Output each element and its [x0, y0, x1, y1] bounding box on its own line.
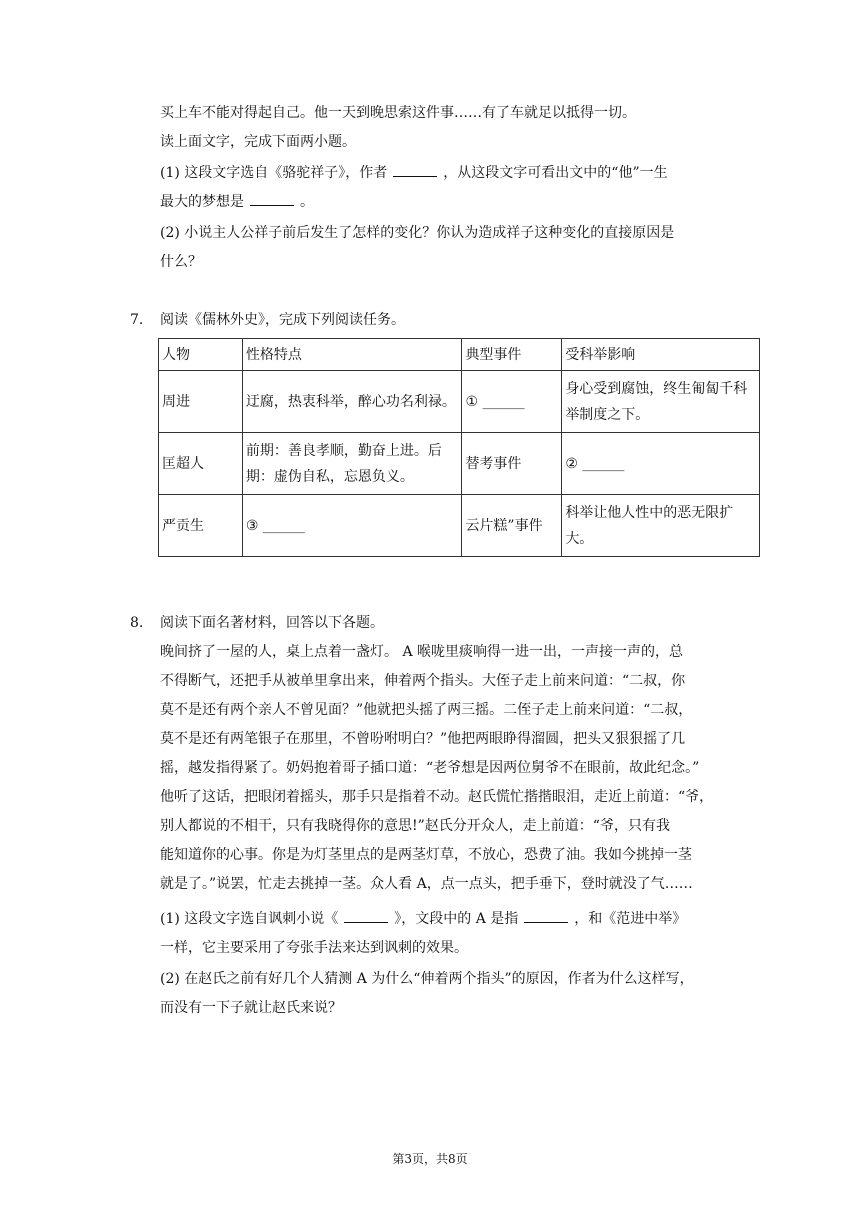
cell-event: 替考事件: [462, 433, 562, 495]
cell-trait: 迂腐，热衷科举，醉心功名利禄。: [242, 371, 462, 433]
q8-sub2-line1: (2) 在赵氏之前有好几个人猜测 A 为什么“伸着两个指头”的原因，作者为什么这样写，: [160, 971, 694, 987]
cell-name: 严贡生: [159, 495, 243, 557]
cell-impact: ② ______: [562, 433, 760, 495]
q8-prompt: 阅读下面名著材料，回答以下各题。: [160, 615, 384, 631]
cell-impact: 科举让他人性中的恶无限扩大。: [562, 495, 760, 557]
intro-line-2: 读上面文字，完成下面两小题。: [160, 134, 356, 150]
table-row: [159, 371, 760, 433]
passage-line: 晚间挤了一屋的人，桌上点着一盏灯。 A 喉咙里痰响得一进一出，一声接一声的，总: [160, 644, 684, 660]
header-cell: 典型事件: [462, 339, 562, 371]
q8-sub1-line1: (1) 这段文字选自讽刺小说《 》，文段中的 A 是指 ，和《范进中举》: [160, 911, 687, 927]
table-header-row: [159, 339, 760, 371]
answer-blank: [524, 910, 568, 923]
cell-trait: ③ ______: [242, 495, 462, 557]
q8-sub1-line2: 一样，它主要采用了夸张手法来达到讽刺的效果。: [160, 940, 468, 956]
q6-sub2-line1: (2) 小说主人公祥子前后发生了怎样的变化？你认为造成祥子这种变化的直接原因是: [160, 225, 675, 241]
cell-impact: 身心受到腐蚀，终生匍匐千科举制度之下。: [562, 371, 760, 433]
passage-line: 不得断气，还把手从被单里拿出来，伸着两个指头。大侄子走上前来问道：“二叔，你: [160, 673, 686, 689]
answer-blank: [250, 193, 294, 206]
passage-line: 就是了。”说罢，忙走去挑掉一茎。众人看 A，点一点头，把手垂下，登时就没了气……: [160, 876, 693, 892]
q6-sub2-line2: 什么？: [160, 254, 202, 270]
answer-blank: [344, 910, 388, 923]
passage-line: 莫不是还有两个亲人不曾见面？”他就把头摇了两三摇。二侄子走上前来问道：“二叔，: [160, 702, 693, 718]
passage-line: 别人都说的不相干，只有我晓得你的意思!”赵氏分开众人，走上前道：“爷，只有我: [160, 818, 670, 834]
table-row: [159, 495, 760, 557]
q6-sub1-line2: 最大的梦想是 。: [160, 194, 314, 210]
header-cell: 性格特点: [242, 339, 462, 371]
cell-event: ① ______: [462, 371, 562, 433]
rulin-table: [158, 338, 760, 557]
q6-sub1-line1: (1) 这段文字选自《骆驼祥子》，作者 ，从这段文字可看出文中的“他”一生: [160, 165, 668, 181]
passage-line: 他听了这话，把眼闭着摇头，那手只是指着不动。赵氏慌忙揩揩眼泪，走近上前道：“爷，: [160, 789, 714, 805]
passage-line: 莫不是还有两笔银子在那里，不曾吩咐明白？”他把两眼睁得溜圆，把头又狠狠摇了几: [160, 731, 686, 747]
cell-name: 周进: [159, 371, 243, 433]
q7-prompt: 阅读《儒林外史》，完成下列阅读任务。: [160, 312, 405, 328]
q8-number: 8.: [130, 615, 144, 631]
q8-sub2-line2: 而没有一下子就让赵氏来说？: [160, 1000, 342, 1016]
cell-name: 匡超人: [159, 433, 243, 495]
page-footer: 第3页，共8页: [392, 1152, 468, 1166]
header-cell: 受科举影响: [562, 339, 760, 371]
passage-line: 能知道你的心事。你是为灯茎里点的是两茎灯草，不放心，恐费了油。我如今挑掉一茎: [160, 847, 692, 863]
cell-trait: 前期：善良孝顺，勤奋上进。后期：虚伪自私，忘恩负义。: [242, 433, 462, 495]
table-row: [159, 433, 760, 495]
passage-line: 摇，越发指得紧了。奶妈抱着哥子插口道：“老爷想是因两位舅爷不在眼前，故此纪念。”: [160, 760, 700, 776]
cell-event: 云片糕”事件: [462, 495, 562, 557]
answer-blank: [393, 164, 437, 177]
header-cell: 人物: [159, 339, 243, 371]
intro-line-1: 买上车不能对得起自己。他一天到晚思索这件事……有了车就足以抵得一切。: [160, 105, 636, 121]
q7-number: 7.: [130, 312, 144, 328]
